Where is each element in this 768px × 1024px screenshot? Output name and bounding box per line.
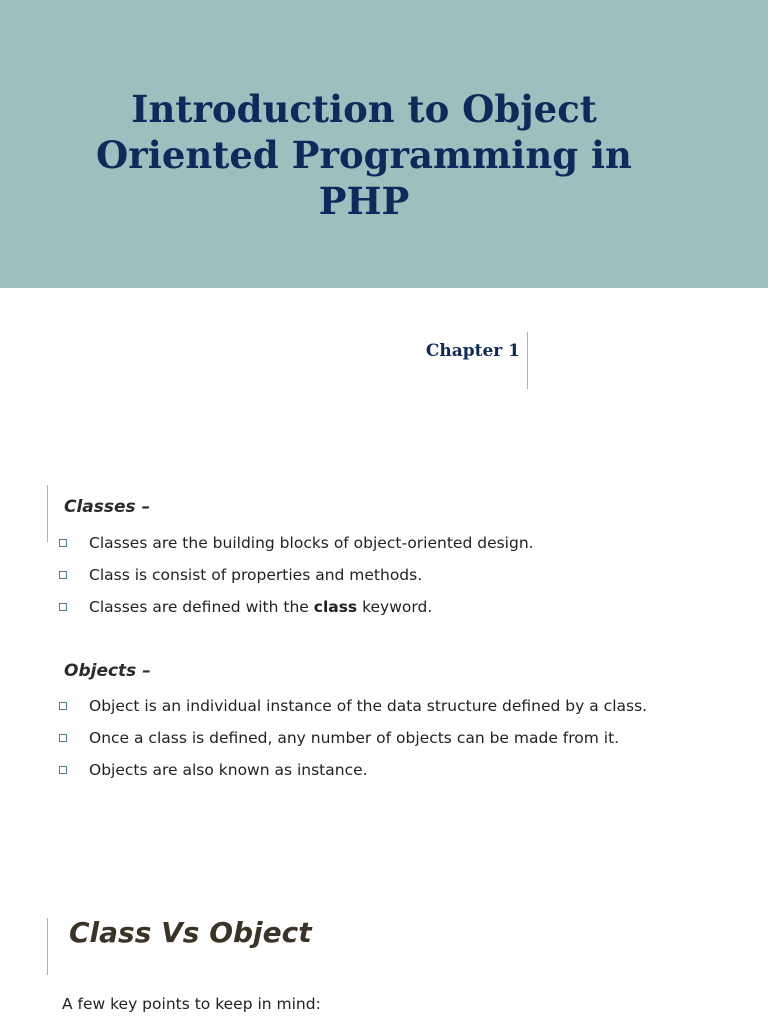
objects-heading: Objects – [64, 661, 151, 681]
bullet-text: Classes are the building blocks of object-oriented design. [89, 534, 534, 552]
classes-heading: Classes – [64, 497, 151, 517]
slide-title [80, 86, 648, 224]
chapter-subtitle: Chapter 1 [425, 341, 520, 361]
bullet-text-part: keyword. [357, 598, 433, 616]
square-bullet-icon [59, 571, 67, 579]
bullet-text: Once a class is defined, any number of objects can be made from it. [89, 729, 620, 747]
square-bullet-icon [59, 734, 67, 742]
square-bullet-icon [59, 603, 67, 611]
classes-section-divider [47, 485, 48, 542]
chapter-divider [527, 332, 528, 389]
title-banner [0, 0, 768, 288]
square-bullet-icon [59, 539, 67, 547]
bullet-text: Object is an individual instance of the data structure defined by a class. [89, 697, 648, 715]
slide-title-line: Oriented Programming in [96, 133, 632, 177]
bullet-text [89, 598, 432, 616]
slide-title-line: PHP [318, 179, 410, 223]
comparison-heading: Class Vs Object [69, 916, 312, 949]
bullet-text: Class is consist of properties and methods. [89, 566, 423, 584]
slide-title-line: Introduction to Object [131, 87, 597, 131]
bullet-text-part: Classes are defined with the [89, 598, 314, 616]
square-bullet-icon [59, 702, 67, 710]
comparison-intro: A few key points to keep in mind: [62, 995, 321, 1013]
comparison-section-divider [47, 918, 48, 975]
square-bullet-icon [59, 766, 67, 774]
class-keyword: class [313, 598, 358, 616]
bullet-text: Objects are also known as instance. [89, 761, 368, 779]
